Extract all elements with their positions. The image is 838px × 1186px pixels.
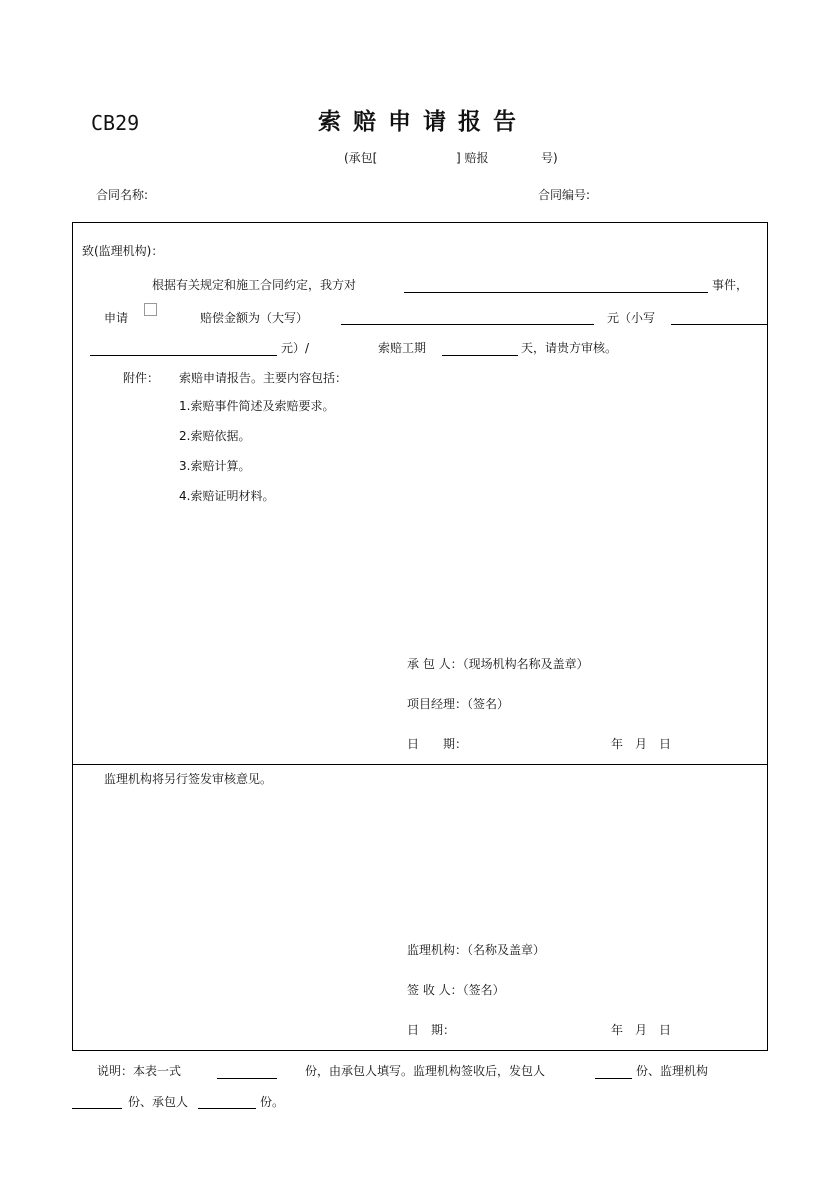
event-suffix: 事件， bbox=[712, 278, 749, 292]
attachment-intro: 索赔申请报告。主要内容包括： bbox=[179, 371, 348, 385]
copies-supervisor-field[interactable] bbox=[72, 1108, 122, 1109]
page-title: 索赔申请报告 bbox=[318, 109, 528, 135]
copies-owner-field[interactable] bbox=[595, 1078, 632, 1079]
manager-signature: 项目经理：（签名） bbox=[407, 697, 510, 711]
footer-note-1: 说明：本表一式 bbox=[97, 1064, 182, 1078]
amount-upper-label: 赔偿金额为（大写） bbox=[200, 311, 309, 325]
contract-no-label: 合同编号: bbox=[538, 188, 591, 202]
section-divider bbox=[72, 764, 768, 765]
form-code: CB29 bbox=[91, 111, 140, 135]
addressee: 致(监理机构)： bbox=[82, 244, 164, 258]
period-field[interactable] bbox=[442, 355, 518, 356]
yuan-close: 元）/ bbox=[281, 341, 310, 355]
subtitle-prefix: (承包[ bbox=[344, 151, 378, 165]
review-date-label: 日 期： bbox=[407, 1023, 456, 1037]
footer-note-4: 份、承包人 bbox=[128, 1095, 189, 1109]
attachment-item: 4.索赔证明材料。 bbox=[179, 489, 275, 503]
date-label: 日 期： bbox=[407, 737, 468, 751]
copies-contractor-field[interactable] bbox=[198, 1108, 256, 1109]
claim-intro: 根据有关规定和施工合同约定，我方对 bbox=[152, 278, 357, 292]
subtitle-middle: ] 赔报 bbox=[456, 151, 489, 165]
amount-lower-field-1[interactable] bbox=[671, 324, 767, 325]
footer-note-3: 份、监理机构 bbox=[636, 1064, 709, 1078]
amount-upper-field[interactable] bbox=[341, 324, 594, 325]
apply-checkbox[interactable] bbox=[144, 303, 157, 316]
attachment-item: 1.索赔事件简述及索赔要求。 bbox=[179, 399, 335, 413]
contract-name-label: 合同名称: bbox=[96, 188, 149, 202]
contractor-signature: 承 包 人：（现场机构名称及盖章） bbox=[407, 657, 589, 671]
footer-note-5: 份。 bbox=[260, 1095, 285, 1109]
attachment-item: 3.索赔计算。 bbox=[179, 459, 251, 473]
period-suffix: 天，请贵方审核。 bbox=[521, 341, 618, 355]
receiver-signature: 签 收 人：（签名） bbox=[407, 983, 505, 997]
supervisor-org: 监理机构：（名称及盖章） bbox=[407, 943, 546, 957]
date-ymd: 年 月 日 bbox=[611, 737, 672, 751]
subtitle-suffix: 号) bbox=[541, 151, 558, 165]
copies-total-field[interactable] bbox=[217, 1078, 277, 1079]
review-note: 监理机构将另行签发审核意见。 bbox=[104, 772, 273, 786]
period-label: 索赔工期 bbox=[378, 341, 427, 355]
attachment-label: 附件： bbox=[123, 371, 160, 385]
review-date-ymd: 年 月 日 bbox=[611, 1023, 672, 1037]
apply-label: 申请 bbox=[104, 311, 129, 325]
footer-note-2: 份，由承包人填写。监理机构签收后，发包人 bbox=[305, 1064, 546, 1078]
amount-lower-field-2[interactable] bbox=[90, 355, 277, 356]
amount-lower-label: 元（小写 bbox=[607, 311, 656, 325]
event-field[interactable] bbox=[404, 292, 708, 293]
attachment-item: 2.索赔依据。 bbox=[179, 429, 251, 443]
